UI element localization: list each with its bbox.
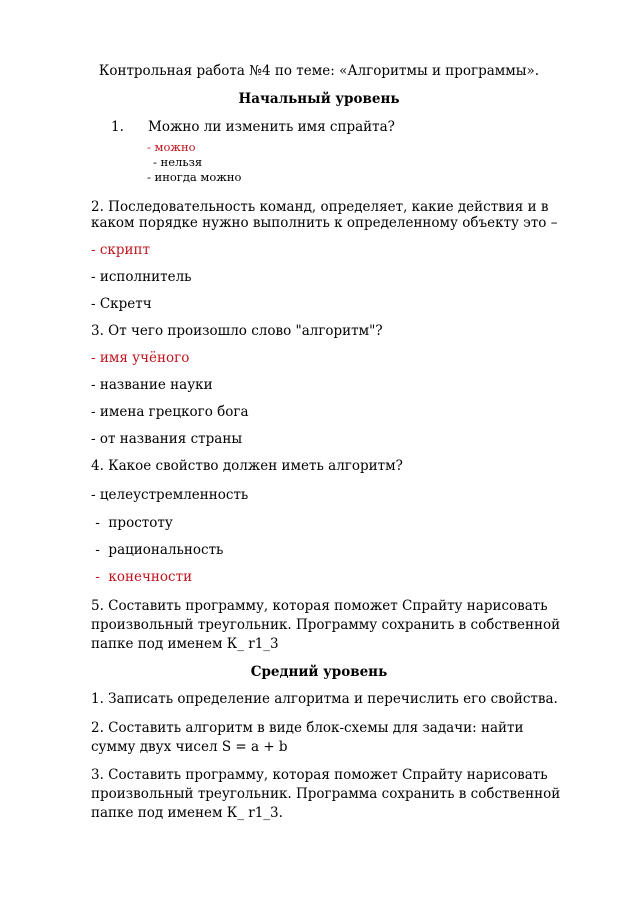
q3-answer-correct: - имя учёного [91, 350, 190, 366]
middle-level-heading: Средний уровень [250, 664, 388, 680]
question-5-line: папке под именем К_ r1_3 [91, 636, 279, 652]
q1-answer: - нельзя [153, 155, 203, 169]
q2-answer-correct: - скрипт [91, 242, 150, 258]
middle-question-1: 1. Записать определение алгоритма и перечислить его свойства. [91, 691, 558, 707]
middle-question-3-line: произвольный треугольник. Программа сохранить в собственной [91, 786, 561, 802]
q4-answer: - простоту [91, 515, 173, 531]
middle-question-2-line: сумму двух чисел S = a + b [91, 739, 288, 755]
q3-answer: - имена грецкого бога [91, 404, 249, 420]
question-5-line: 5. Составить программу, которая поможет Спрайту нарисовать [91, 598, 548, 614]
q1-answer-correct: - можно [147, 140, 196, 154]
question-5-line: произвольный треугольник. Программу сохранить в собственной [91, 617, 561, 633]
middle-question-3-line: 3. Составить программу, которая поможет Спрайту нарисовать [91, 767, 548, 783]
q1-answer: - иногда можно [147, 170, 242, 184]
question-4-text: 4. Какое свойство должен иметь алгоритм? [91, 458, 403, 474]
question-3-text: 3. От чего произошло слово "алгоритм"? [91, 323, 383, 339]
q4-answer: - целеустремленность [91, 487, 249, 503]
middle-question-2-line: 2. Составить алгоритм в виде блок-схемы для задачи: найти [91, 720, 524, 736]
q4-answer-correct: - конечности [91, 569, 193, 585]
q2-answer: - Скретч [91, 296, 152, 312]
q2-answer: - исполнитель [91, 269, 192, 285]
question-2-line: 2. Последовательность команд, определяет, какие действия и в [91, 199, 549, 215]
q3-answer: - от названия страны [91, 431, 243, 447]
question-2-line: каком порядке нужно выполнить к определенному объекту это – [91, 215, 558, 231]
question-1-text: Можно ли изменить имя спрайта? [148, 119, 395, 135]
basic-level-heading: Начальный уровень [238, 91, 400, 107]
middle-question-3-line: папке под именем К_ r1_3. [91, 805, 283, 821]
q3-answer: - название науки [91, 377, 213, 393]
document-title: Контрольная работа №4 по теме: «Алгоритмы и программы». [98, 63, 540, 79]
question-1-number: 1. [111, 119, 124, 135]
q4-answer: - рациональность [91, 542, 224, 558]
